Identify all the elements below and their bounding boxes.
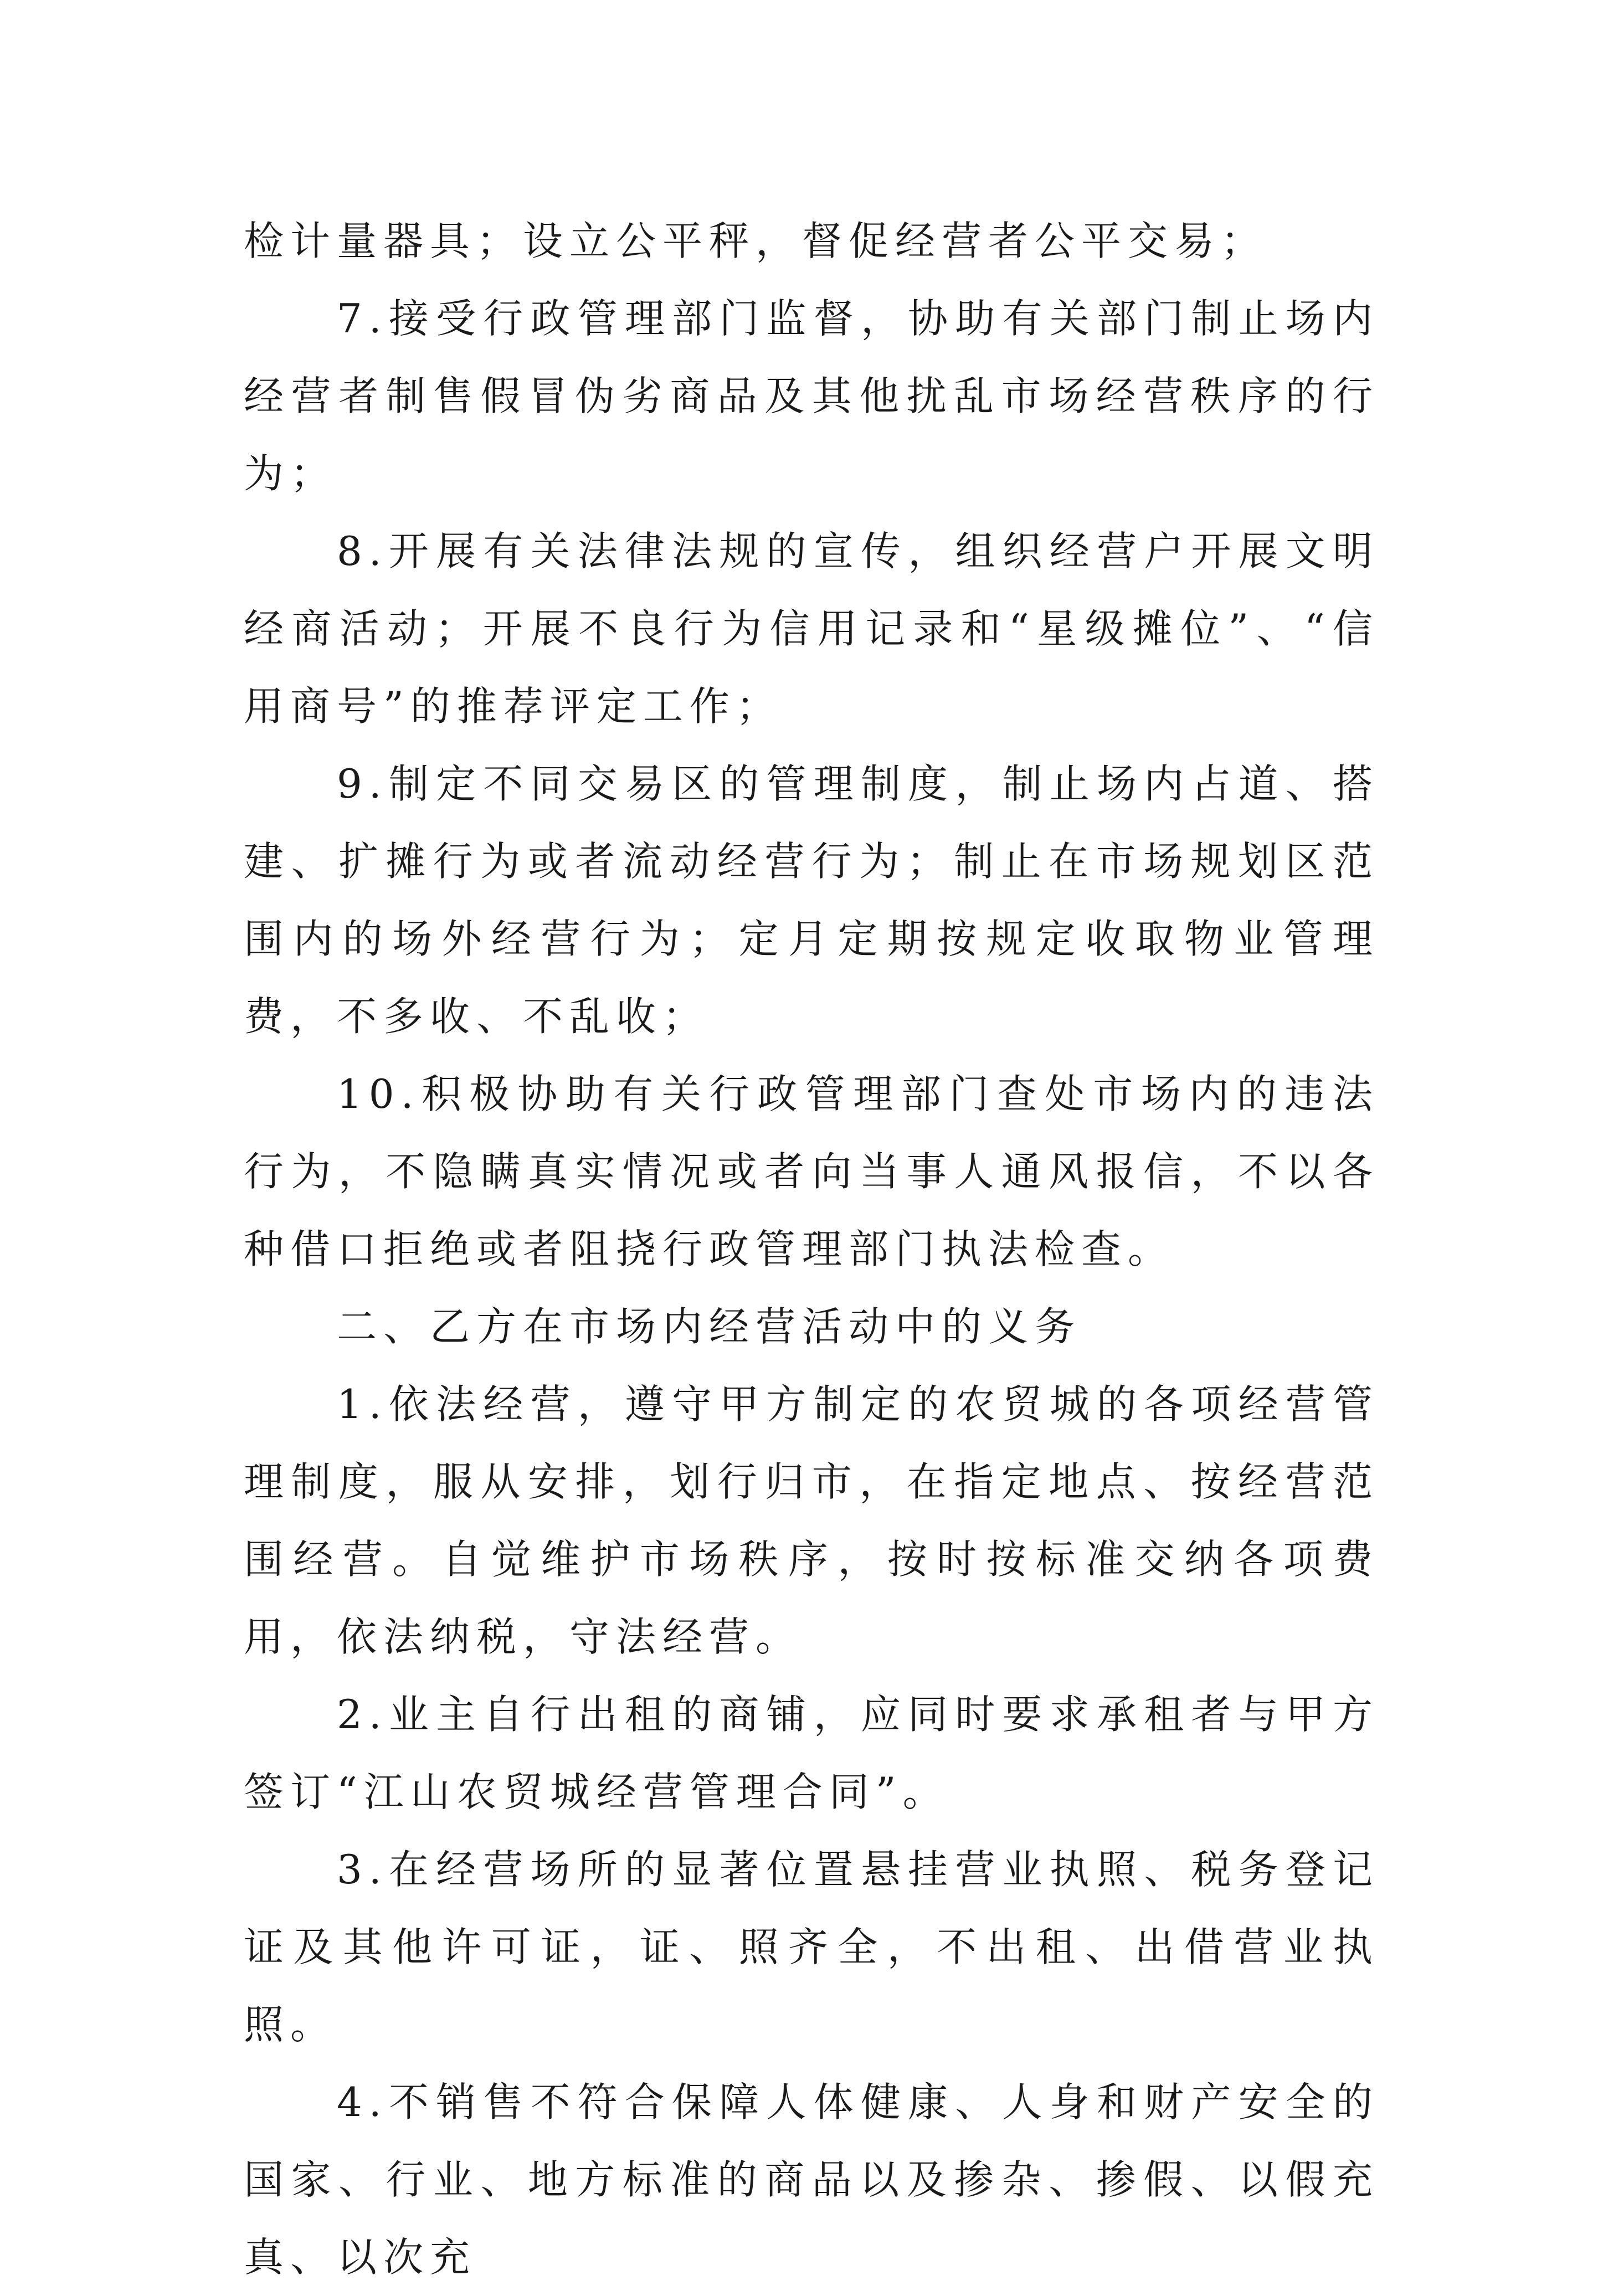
paragraph-9: 4.不销售不符合保障人体健康、人身和财产安全的国家、行业、地方标准的商品以及掺杂、掺假、以假充真、以次充 [244, 2079, 1379, 2280]
paragraph-4: 9.制定不同交易区的管理制度，制止场内占道、搭建、扩摊行为或者流动经营行为；制止在市场规划区范围内的场外经营行为；定月定期按规定收取物业管理费，不多收、不乱收； [244, 761, 1379, 1040]
section-heading: 二、乙方在市场内经营活动中的义务 [337, 1303, 1082, 1350]
paragraph-2: 7.接受行政管理部门监督，协助有关部门制止场内经营者制售假冒伪劣商品及其他扰乱市场经营秩序的行为； [244, 295, 1379, 497]
body-text [244, 202, 1379, 2296]
paragraph-8: 3.在经营场所的显著位置悬挂营业执照、税务登记证及其他许可证，证、照齐全，不出租、出借营业执照。 [244, 1846, 1379, 2048]
paragraph-7: 2.业主自行出租的商铺，应同时要求承租者与甲方签订“江山农贸城经营管理合同”。 [244, 1691, 1379, 1815]
paragraph-6: 1.依法经营，遵守甲方制定的农贸城的各项经营管理制度，服从安排，划行归市，在指定地点、按经营范围经营。自觉维护市场秩序，按时按标准交纳各项费用，依法纳税，守法经营。 [244, 1381, 1379, 1660]
paragraph-1: 检计量器具；设立公平秤，督促经营者公平交易； [244, 218, 1268, 264]
paragraph-3: 8.开展有关法律法规的宣传，组织经营户开展文明经商活动；开展不良行为信用记录和“星级摊位”、“信用商号”的推荐评定工作； [244, 528, 1379, 730]
paragraph-5: 10.积极协助有关行政管理部门查处市场内的违法行为，不隐瞒真实情况或者向当事人通风报信，不以各种借口拒绝或者阻挠行政管理部门执法检查。 [244, 1071, 1379, 1272]
